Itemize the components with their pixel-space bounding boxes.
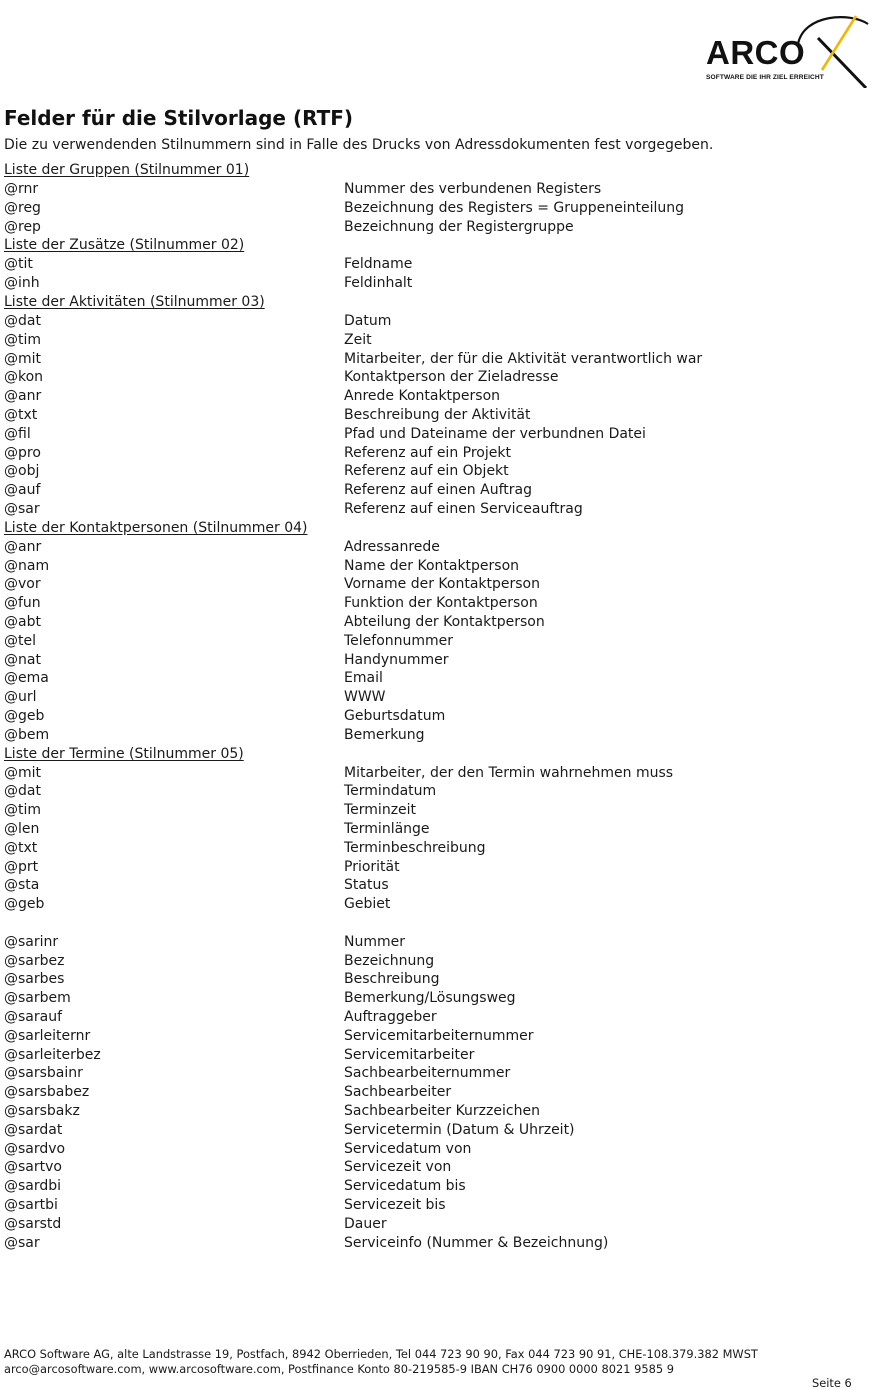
field-description: Telefonnummer (344, 632, 454, 649)
field-code: @tim (4, 802, 42, 819)
field-description: Anrede Kontaktperson (344, 388, 501, 405)
field-code: @txt (4, 406, 38, 423)
field-row (4, 557, 864, 576)
field-row (4, 876, 864, 895)
field-code: @sardvo (4, 1140, 66, 1157)
field-code: @geb (4, 707, 45, 724)
field-row (4, 613, 864, 632)
field-description: Nummer (344, 933, 405, 950)
field-list (4, 161, 864, 1252)
field-description: Referenz auf ein Projekt (344, 444, 511, 461)
field-description: Bemerkung (344, 726, 425, 743)
field-code: @pro (4, 444, 41, 461)
field-description: WWW (344, 689, 386, 706)
field-description: Referenz auf einen Auftrag (344, 482, 532, 499)
field-code: @nat (4, 651, 41, 668)
field-code: @inh (4, 275, 40, 292)
field-row (4, 406, 864, 425)
field-code: @sarbez (4, 952, 65, 969)
field-code: @tel (4, 632, 36, 649)
field-row (4, 481, 864, 500)
field-description: Beschreibung (344, 971, 440, 988)
field-row (4, 651, 864, 670)
field-description: Mitarbeiter, der den Termin wahrnehmen muss (344, 764, 674, 781)
field-description: Adressanrede (344, 538, 440, 555)
field-code: @sardbi (4, 1178, 62, 1195)
field-code: @tit (4, 256, 33, 273)
field-row (4, 500, 864, 519)
field-row (4, 839, 864, 858)
field-row (4, 1121, 864, 1140)
field-code: @ema (4, 670, 49, 687)
field-row (4, 444, 864, 463)
field-code: @sar (4, 1234, 40, 1251)
field-code: @len (4, 820, 40, 837)
field-row (4, 462, 864, 481)
field-row (4, 801, 864, 820)
field-row (4, 1083, 864, 1102)
field-code: @geb (4, 896, 45, 913)
logo-wordmark: ARCO (706, 34, 806, 71)
field-description: Priorität (344, 858, 400, 875)
field-code: @sarsbakz (4, 1103, 80, 1120)
field-row (4, 707, 864, 726)
field-row (4, 1027, 864, 1046)
field-description: Servicedatum von (344, 1140, 472, 1157)
field-code: @sarleiternr (4, 1027, 91, 1044)
field-row (4, 538, 864, 557)
field-code: @sarbes (4, 971, 65, 988)
field-description: Nummer des verbundenen Registers (344, 181, 602, 197)
field-code: @sartbi (4, 1197, 58, 1214)
field-description: Gebiet (344, 896, 391, 913)
field-row (4, 1234, 864, 1253)
field-row (4, 970, 864, 989)
section-heading: Liste der Gruppen (Stilnummer 01) (4, 162, 250, 178)
field-description: Sachbearbeiter Kurzzeichen (344, 1103, 540, 1120)
field-code: @sta (4, 877, 40, 894)
field-row (4, 933, 864, 952)
field-row (4, 350, 864, 369)
field-code: @fil (4, 425, 31, 442)
field-code: @mit (4, 350, 42, 367)
field-row (4, 425, 864, 444)
section-heading: Liste der Aktivitäten (Stilnummer 03) (4, 293, 265, 310)
field-description: Auftraggeber (344, 1009, 437, 1026)
field-code: @abt (4, 613, 41, 630)
field-row (4, 1102, 864, 1121)
field-description: Bezeichnung (344, 952, 435, 969)
field-row (4, 218, 864, 237)
field-code: @sarauf (4, 1009, 63, 1026)
field-description: Terminzeit (344, 802, 417, 819)
field-row (4, 989, 864, 1008)
field-description: Bezeichnung des Registers = Gruppeneinteilung (344, 199, 685, 216)
field-row (4, 764, 864, 783)
field-row (4, 312, 864, 331)
field-code: @fun (4, 595, 41, 612)
field-code: @url (4, 689, 37, 706)
field-row (4, 387, 864, 406)
field-row (4, 895, 864, 914)
field-row (4, 274, 864, 293)
field-description: Dauer (344, 1215, 387, 1232)
footer-line-2: arco@arcosoftware.com, www.arcosoftware.com, Postfinance Konto 80-219585-9 IBAN CH76 0900 0000 8021 9585 9 (4, 1362, 675, 1376)
field-description: Terminbeschreibung (344, 839, 486, 856)
field-row (4, 669, 864, 688)
field-code: @rnr (4, 181, 39, 197)
field-row (4, 952, 864, 971)
field-description: Referenz auf einen Serviceauftrag (344, 500, 583, 517)
field-description: Status (344, 877, 389, 894)
field-code: @anr (4, 538, 42, 555)
field-code: @dat (4, 783, 41, 800)
field-row (4, 331, 864, 350)
field-code: @sarsbabez (4, 1084, 90, 1101)
field-row (4, 632, 864, 651)
field-code: @txt (4, 839, 38, 856)
field-code: @vor (4, 576, 41, 593)
field-row (4, 594, 864, 613)
field-description: Terminlänge (344, 820, 430, 837)
arco-logo (700, 8, 878, 88)
field-description: Handynummer (344, 651, 449, 668)
field-description: Zeit (344, 331, 372, 348)
field-code: @reg (4, 199, 41, 216)
page-number: Seite 6 (812, 1376, 852, 1390)
field-code: @mit (4, 764, 42, 781)
field-description: Servicezeit von (344, 1159, 452, 1176)
field-description: Vorname der Kontaktperson (344, 576, 540, 593)
field-code: @sardat (4, 1121, 63, 1138)
field-row (4, 575, 864, 594)
field-row (4, 1064, 864, 1083)
field-description: Servicetermin (Datum & Uhrzeit) (344, 1121, 575, 1138)
field-description: Pfad und Dateiname der verbundnen Datei (344, 425, 646, 442)
field-row (4, 199, 864, 218)
field-code: @dat (4, 312, 41, 329)
field-row (4, 1158, 864, 1177)
footer (4, 1347, 758, 1377)
field-row (4, 1046, 864, 1065)
field-description: Referenz auf ein Objekt (344, 463, 509, 480)
field-description: Datum (344, 312, 392, 329)
field-row (4, 368, 864, 387)
section-spacer (4, 914, 864, 933)
field-description: Kontaktperson der Zieladresse (344, 369, 559, 386)
field-row (4, 820, 864, 839)
field-code: @sarinr (4, 933, 59, 950)
field-row (4, 782, 864, 801)
field-description: Name der Kontaktperson (344, 557, 520, 574)
field-description: Email (344, 670, 383, 687)
field-row (4, 1140, 864, 1159)
field-code: @sartvo (4, 1159, 62, 1176)
field-code: @sar (4, 500, 40, 517)
field-code: @sarbem (4, 990, 71, 1007)
field-code: @sarsbainr (4, 1065, 83, 1082)
field-description: Serviceinfo (Nummer & Bezeichnung) (344, 1234, 609, 1251)
field-row (4, 1008, 864, 1027)
field-code: @obj (4, 463, 40, 480)
field-description: Beschreibung der Aktivität (344, 406, 531, 423)
field-description: Feldinhalt (344, 275, 413, 292)
field-row (4, 858, 864, 877)
field-description: Feldname (344, 256, 413, 273)
field-description: Servicedatum bis (344, 1178, 466, 1195)
intro-text: Die zu verwendenden Stilnummern sind in Falle des Drucks von Adressdokumenten fest vorgegeben. (4, 137, 714, 153)
field-row (4, 1196, 864, 1215)
field-code: @tim (4, 331, 42, 348)
section-heading: Liste der Zusätze (Stilnummer 02) (4, 237, 245, 254)
field-code: @bem (4, 726, 50, 743)
logo-tagline: SOFTWARE DIE IHR ZIEL ERREICHT (706, 74, 824, 81)
field-description: Bemerkung/Lösungsweg (344, 990, 516, 1007)
field-row (4, 180, 864, 199)
field-code: @prt (4, 858, 39, 875)
field-code: @sarstd (4, 1215, 62, 1232)
field-row (4, 1215, 864, 1234)
field-row (4, 688, 864, 707)
field-code: @auf (4, 482, 41, 499)
field-code: @rep (4, 218, 41, 235)
field-code: @sarleiterbez (4, 1046, 101, 1063)
field-description: Bezeichnung der Registergruppe (344, 218, 574, 235)
page-title: Felder für die Stilvorlage (RTF) (4, 106, 354, 130)
footer-line-1: ARCO Software AG, alte Landstrasse 19, Postfach, 8942 Oberrieden, Tel 044 723 90 90, Fax 044 723 90 91, CHE-108.379.382 MWST (4, 1347, 758, 1361)
field-description: Termindatum (344, 783, 437, 800)
field-description: Funktion der Kontaktperson (344, 595, 538, 612)
field-code: @kon (4, 369, 44, 386)
field-description: Geburtsdatum (344, 707, 446, 724)
field-description: Abteilung der Kontaktperson (344, 613, 545, 630)
field-description: Servicemitarbeiternummer (344, 1027, 534, 1044)
field-code: @nam (4, 557, 50, 574)
field-description: Mitarbeiter, der für die Aktivität verantwortlich war (344, 350, 703, 367)
section-heading: Liste der Kontaktpersonen (Stilnummer 04) (4, 519, 308, 536)
field-row (4, 1177, 864, 1196)
field-row (4, 726, 864, 745)
field-code: @anr (4, 388, 42, 405)
section-heading: Liste der Termine (Stilnummer 05) (4, 745, 244, 762)
field-description: Servicezeit bis (344, 1197, 446, 1214)
field-description: Servicemitarbeiter (344, 1046, 475, 1063)
field-description: Sachbearbeiter (344, 1084, 452, 1101)
field-row (4, 255, 864, 274)
field-description: Sachbearbeiternummer (344, 1065, 511, 1082)
